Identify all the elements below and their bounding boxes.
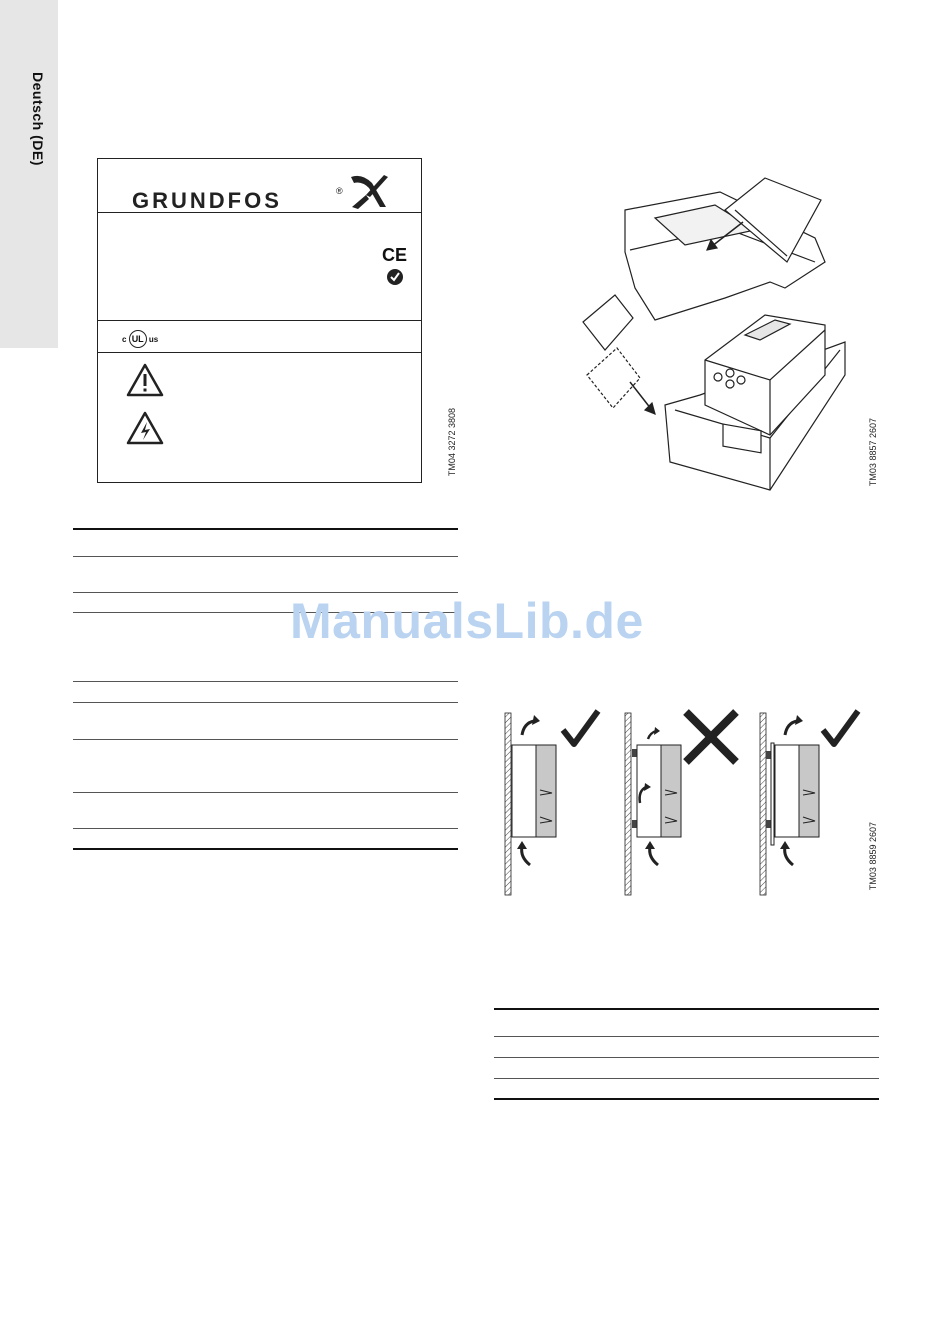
table-rule [494, 1036, 879, 1037]
ul-mark-c: c [122, 335, 127, 344]
table-rule [73, 792, 458, 793]
grundfos-logo-icon [348, 171, 390, 211]
table-rule [494, 1098, 879, 1100]
language-tab [0, 0, 58, 348]
packaging-illustration [575, 170, 865, 500]
nameplate-divider [98, 212, 421, 213]
language-label: Deutsch (DE) [30, 72, 46, 166]
ul-listed-mark-icon [122, 330, 158, 348]
table-rule [73, 556, 458, 557]
approval-mark-icon [386, 268, 404, 286]
checkmark-icon [560, 708, 602, 750]
nameplate-figure [97, 158, 422, 483]
table-rule [494, 1057, 879, 1058]
table-rule [73, 828, 458, 829]
figure-code: TM03 8857 2607 [868, 418, 878, 487]
nameplate-divider [98, 352, 421, 353]
table-rule [73, 702, 458, 703]
ul-mark-us: us [148, 335, 159, 344]
watermark: ManualsLib.de [290, 593, 644, 649]
table-right [494, 1008, 879, 1101]
figure-code: TM03 8859 2607 [868, 822, 878, 891]
table-rule [73, 681, 458, 682]
table-rule [494, 1078, 879, 1079]
figure-code: TM04 3272 3808 [447, 408, 457, 477]
electric-hazard-icon [125, 410, 165, 446]
table-left [73, 528, 458, 851]
mounting-incorrect [625, 713, 681, 895]
brand-logo-text: GRUNDFOS [132, 188, 282, 213]
table-rule [73, 848, 458, 850]
cross-icon [680, 708, 742, 766]
table-rule [73, 528, 458, 530]
nameplate-divider [98, 320, 421, 321]
table-rule [73, 739, 458, 740]
ce-mark-icon: CE [382, 245, 408, 265]
warning-triangle-icon [125, 362, 165, 398]
registered-mark: ® [336, 186, 343, 196]
checkmark-icon [820, 708, 862, 750]
ul-mark-circle [129, 330, 147, 348]
mounting-correct-1 [505, 713, 556, 895]
ul-mark-text: UL [131, 334, 144, 344]
table-rule [494, 1008, 879, 1010]
